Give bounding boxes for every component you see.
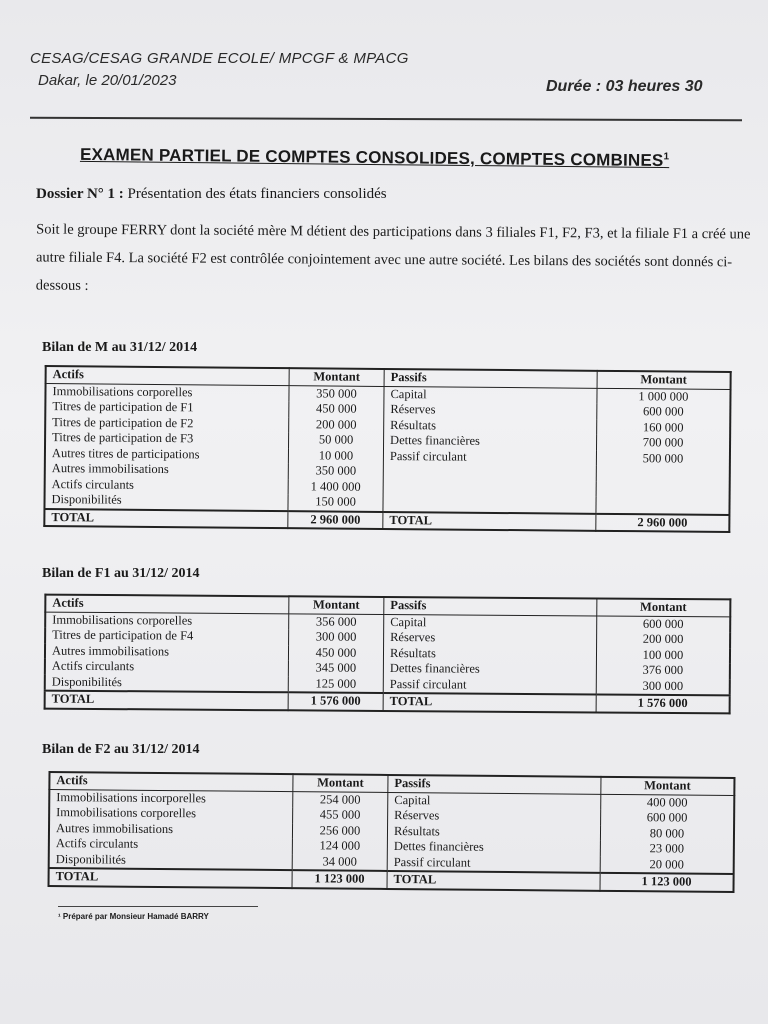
passif-amount: 100 000 — [596, 647, 730, 663]
actif-label: Immobilisations incorporelles — [49, 789, 293, 807]
actif-amount: 34 000 — [292, 854, 387, 871]
passif-label: Dettes financières — [384, 433, 597, 450]
passif-label: Réserves — [384, 402, 597, 419]
intro-paragraph: Soit le groupe FERRY dont la société mère M détient des participations dans 3 filiales F1, F2, F3, et la filiale F1 a créé une autre filiale F4. La société F2 est contrôlée conjointement avec une autre société. Les bilans des sociétés sont donnés ci-dessous : — [35, 221, 751, 294]
header-actifs: Actifs — [46, 366, 290, 385]
actif-amount: 200 000 — [289, 417, 384, 433]
actif-amount: 10 000 — [288, 448, 383, 464]
exam-date: Dakar, le 20/01/2023 — [38, 72, 177, 89]
total-passif-label: TOTAL — [383, 511, 596, 530]
total-row — [45, 691, 730, 713]
actif-amount: 256 000 — [292, 823, 387, 839]
header-montant: Montant — [597, 598, 731, 616]
passif-label: Dettes financières — [387, 839, 600, 856]
passif-amount: 20 000 — [600, 856, 734, 874]
actif-label: Autres titres de participations — [45, 446, 289, 464]
actif-label: Autres immobilisations — [49, 821, 293, 839]
passif-amount: 400 000 — [601, 794, 735, 811]
header-montant: Montant — [289, 368, 384, 386]
actif-label: Immobilisations corporelles — [49, 805, 293, 823]
actif-amount: 350 000 — [289, 385, 384, 402]
actif-amount: 345 000 — [288, 660, 383, 676]
title-footnote-mark: 1 — [663, 151, 670, 163]
exam-duration: Durée : 03 heures 30 — [546, 78, 703, 95]
passif-label: Passif circulant — [383, 676, 596, 694]
passif-label: Passif circulant — [383, 448, 596, 465]
bilan-title: Bilan de F2 au 31/12/ 2014 — [42, 742, 200, 757]
exam-title — [80, 145, 669, 171]
total-passif-amount: 1 576 000 — [596, 694, 730, 712]
actif-label: Actifs circulants — [45, 659, 289, 676]
passif-label: Réserves — [388, 808, 601, 825]
actif-amount: 356 000 — [289, 613, 384, 630]
passif-amount: 160 000 — [597, 419, 731, 436]
actif-label: Autres immobilisations — [45, 643, 289, 660]
total-actif-label: TOTAL — [45, 691, 289, 710]
school-header: CESAG/CESAG GRANDE ECOLE/ MPCGF & MPACG — [30, 50, 409, 67]
header-actifs: Actifs — [45, 595, 289, 614]
passif-label: Capital — [384, 614, 597, 631]
actif-label: Autres immobilisations — [45, 461, 289, 479]
actif-label: Disponibilités — [44, 492, 288, 511]
bilan-title: Bilan de M au 31/12/ 2014 — [42, 340, 198, 355]
header-passifs: Passifs — [388, 775, 601, 794]
actif-amount: 254 000 — [293, 791, 388, 808]
passif-label — [383, 479, 596, 496]
total-actif-amount: 2 960 000 — [288, 511, 383, 529]
passif-amount: 600 000 — [597, 404, 731, 421]
passif-amount — [596, 481, 730, 498]
bilan-table — [44, 594, 732, 714]
actif-amount: 450 000 — [289, 401, 384, 417]
passif-label: Résultats — [383, 645, 596, 662]
actif-amount: 455 000 — [293, 807, 388, 823]
bilan-table — [48, 771, 736, 892]
passif-amount: 300 000 — [596, 678, 730, 695]
total-actif-amount: 1 123 000 — [292, 870, 387, 888]
total-actif-label: TOTAL — [44, 509, 288, 529]
actif-amount: 1 400 000 — [288, 479, 383, 495]
header-rule — [30, 117, 742, 121]
passif-label: Résultats — [387, 823, 600, 840]
total-passif-label: TOTAL — [383, 693, 596, 712]
bilan-title: Bilan de F1 au 31/12/ 2014 — [42, 566, 200, 581]
total-actif-label: TOTAL — [49, 868, 293, 888]
header-montant: Montant — [289, 596, 384, 614]
passif-amount: 600 000 — [597, 615, 731, 632]
passif-label: Résultats — [384, 417, 597, 434]
dossier-text: Présentation des états financiers consolidés — [127, 186, 387, 202]
dossier-heading — [36, 186, 387, 203]
passif-amount: 1 000 000 — [597, 388, 731, 405]
actif-label: Immobilisations corporelles — [45, 612, 289, 630]
passif-label: Réserves — [384, 630, 597, 647]
passif-amount: 600 000 — [601, 810, 735, 827]
header-passifs: Passifs — [384, 369, 597, 388]
passif-label — [383, 464, 596, 481]
bilan-table — [43, 365, 731, 533]
passif-label: Capital — [388, 792, 601, 810]
passif-amount: 500 000 — [596, 450, 730, 467]
actif-label: Immobilisations corporelles — [45, 383, 289, 401]
actif-amount: 300 000 — [289, 629, 384, 645]
header-actifs: Actifs — [49, 772, 293, 791]
passif-label: Passif circulant — [387, 854, 600, 872]
actif-label: Titres de participation de F4 — [45, 628, 289, 645]
actif-amount: 124 000 — [292, 838, 387, 854]
footnote-rule — [58, 906, 258, 907]
exam-title-text: EXAMEN PARTIEL DE COMPTES CONSOLIDES, COMPTES COMBINES — [79, 144, 664, 171]
passif-amount: 200 000 — [597, 631, 731, 647]
total-passif-amount: 1 123 000 — [600, 873, 734, 892]
passif-amount — [596, 497, 730, 515]
header-montant: Montant — [597, 371, 731, 389]
passif-amount: 700 000 — [596, 435, 730, 452]
actif-amount: 450 000 — [288, 645, 383, 661]
actif-label: Titres de participation de F3 — [45, 430, 289, 448]
passif-label — [383, 495, 596, 513]
total-passif-amount: 2 960 000 — [596, 513, 730, 532]
passif-label: Capital — [384, 386, 597, 404]
actif-label: Disponibilités — [49, 852, 293, 871]
footnote: ¹ Préparé par Monsieur Hamadé BARRY — [58, 912, 209, 921]
passif-amount: 23 000 — [600, 841, 734, 858]
dossier-label: Dossier N° 1 : — [36, 186, 124, 202]
actif-amount: 350 000 — [288, 463, 383, 479]
total-actif-amount: 1 576 000 — [288, 692, 383, 710]
passif-amount: 376 000 — [596, 662, 730, 678]
header-passifs: Passifs — [384, 597, 597, 615]
actif-amount: 150 000 — [288, 494, 383, 511]
actif-label: Titres de participation de F2 — [45, 415, 289, 433]
header-montant: Montant — [293, 774, 388, 792]
passif-amount — [596, 466, 730, 483]
actif-label: Disponibilités — [45, 674, 289, 692]
header-montant: Montant — [601, 777, 735, 795]
actif-amount: 125 000 — [288, 676, 383, 693]
passif-amount: 80 000 — [600, 825, 734, 842]
actif-label: Titres de participation de F1 — [45, 399, 289, 417]
passif-label: Dettes financières — [383, 661, 596, 678]
actif-label: Actifs circulants — [45, 477, 289, 495]
actif-label: Actifs circulants — [49, 836, 293, 854]
actif-amount: 50 000 — [289, 432, 384, 448]
total-passif-label: TOTAL — [387, 871, 600, 890]
